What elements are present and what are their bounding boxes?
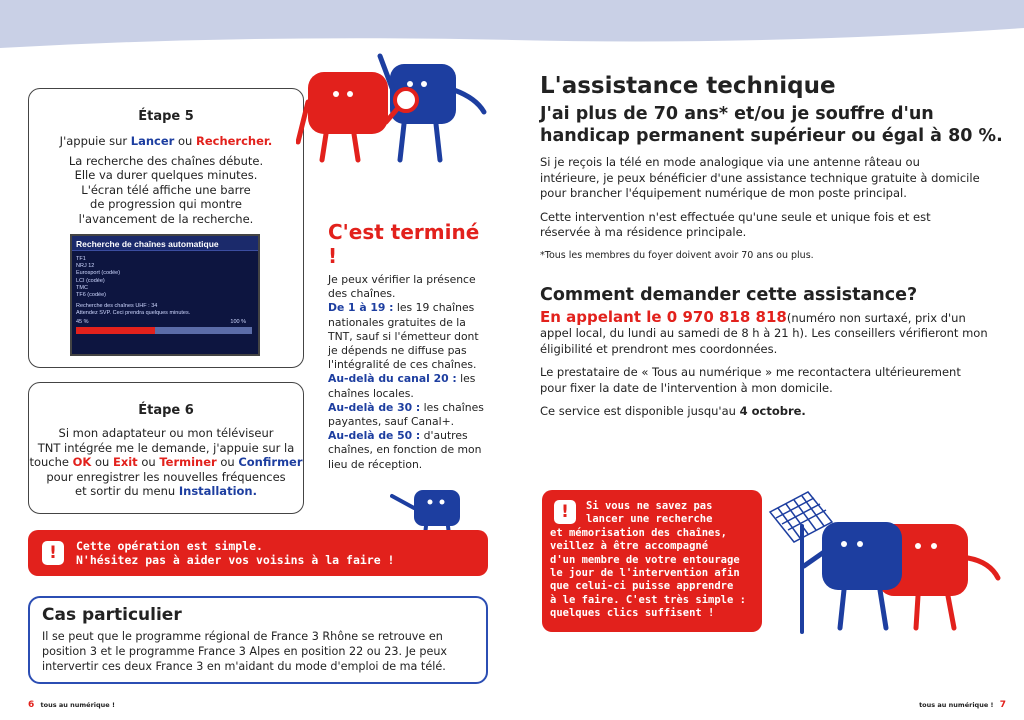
simple-operation-banner [28,530,488,576]
installation-menu: Installation. [178,484,257,498]
terminer-key: Terminer [159,455,217,469]
tv-progress-bar [76,327,252,334]
step6-box [28,382,304,514]
done-section [328,220,488,472]
rechercher-key: Rechercher. [195,134,273,148]
lancer-key: Lancer [130,134,175,148]
assistance-section [540,72,1012,420]
how-p3: Le prestataire de « Tous au numérique » me recontactera ultérieurement pour fixer la date de l'intervention à mon domicile. [540,365,961,395]
cas-text: Il se peut que le programme régional de France 3 Rhône se retrouve en position 3 et le programme France 3 Alpes en position 22 ou 23. Je peux intervertir ces deux France 3 en m'aidant du mode d'emploi de ma télé. [42,630,448,673]
step5-title: Étape 5 [138,109,194,124]
range-50: Au-delà de 50 : [328,429,421,443]
step5-intro: J'appuie sur Lancer ou Rechercher. [59,134,273,148]
assistance-p2: Cette intervention n'est effectuée qu'une seule et unique fois et est réservée à ma résidence principale. [540,209,931,239]
assistance-p1: Si je reçois la télé en mode analogique via une antenne râteau ou intérieure, je peux bénéficier d'une assistance technique gratuite à domicile pour brancher l'équipement numérique de mon poste principal. [540,155,980,200]
assistance-title: L'assistance technique [540,73,836,99]
mascots-antenna-illustration [768,482,1008,638]
exclamation-icon: ! [42,541,64,565]
search-help-banner: ! Si vous ne savez pas lancer une recherche et mémorisation des chaînes, veillez à être accompagné d'un membre de votre entourage le jour de l'intervention afin que celui-ci puisse apprendre à le faire. C'est très simple : quelques clics suffisent ! [542,490,762,632]
phone-number: En appelant le 0 970 818 818 [540,307,787,326]
page-number-right: 7 [999,700,1006,710]
range-20: Au-delà du canal 20 : [328,372,457,386]
how-title: Comment demander cette assistance? [540,284,918,305]
tv-info: Recherche des chaînes UHF : 34 Attendez SVP. Ceci prendra quelques minutes. [76,303,191,317]
step5-description: La recherche des chaînes débute. Elle va durer quelques minutes. L'écran télé affiche une barre de progression qui montre l'avancement de la recherche. [68,153,264,226]
range-30: Au-delà de 30 : [328,400,421,414]
how-phone-text: En appelant le 0 970 818 818(numéro non surtaxé, prix d'un appel local, du lundi au samedi de 8 h à 21 h). Les conseillers vérifieront mon éligibilité et prendront mes coordonnées. [540,307,988,356]
confirmer-key: Confirmer [238,455,303,469]
cas-particulier-box [28,596,488,684]
assistance-subtitle: J'ai plus de 70 ans* et/ou je souffre d'un handicap permanent supérieur ou égal à 80 %. [540,104,1003,146]
footer-right: tous au numérique ! 7 [919,700,1006,710]
assistance-note: *Tous les membres du foyer doivent avoir 70 ans ou plus. [540,249,814,261]
exit-key: Exit [112,455,138,469]
done-text: Je peux vérifier la présence des chaînes. De 1 à 19 : les 19 chaînes nationales gratuites de la TNT, sauf si l'émetteur dont je dépends ne diffuse pas l'intégralité de ces chaînes. Au-delà du canal 20 : les chaînes locales. Au-delà de 30 : les chaînes payantes, sauf Canal+. Au-delà de 50 : d'autres chaînes, en fonction de mon lieu de réception. [328,273,484,471]
simple-banner-line1: Cette opération est simple. [76,539,263,553]
step6-text: Si mon adaptateur ou mon téléviseur TNT intégrée me le demande, j'appuie sur la touche OK ou Exit ou Terminer ou Confirmer pour enregistrer les nouvelles fréquences et sortir du menu Installation. [29,426,303,498]
footer-left: 6 tous au numérique ! [28,700,115,710]
tv-screen-header: Recherche de chaînes automatique [72,236,258,251]
tv-percent-row: 45 % 100 % [76,319,246,326]
tv-progress-fill [76,327,155,334]
top-wave-band [0,0,1024,60]
cas-title: Cas particulier [42,605,182,625]
tv-search-screen [70,234,260,356]
tv-channel-list: TF1 NRJ 12 Eurosport (codée) LCI (codée) TMC TF6 (codée) [76,256,121,299]
how-p4: Ce service est disponible jusqu'au 4 octobre. [540,404,806,418]
exclamation-icon: ! [554,500,576,524]
mascots-magnifier-illustration [296,52,492,164]
ok-key: OK [72,455,92,469]
page-number-left: 6 [28,700,35,710]
step6-title: Étape 6 [138,403,194,418]
done-title: C'est terminé ! [328,220,480,268]
range-1-19: De 1 à 19 : [328,301,394,315]
simple-banner-line2: N'hésitez pas à aider vos voisins à la faire ! [76,553,395,567]
